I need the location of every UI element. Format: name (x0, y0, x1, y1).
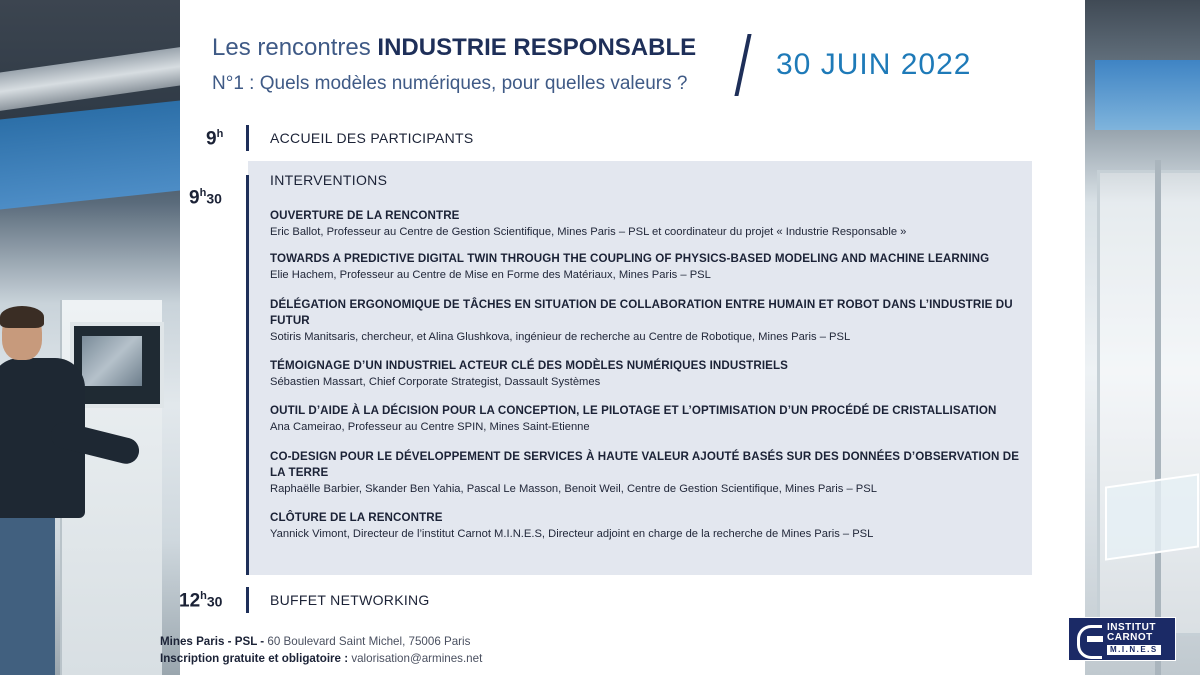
talk-item (270, 403, 1025, 435)
talk-item (270, 510, 1025, 542)
time-divider (246, 125, 249, 151)
talk-speakers: Elie Hachem, Professeur au Centre de Mise en Forme des Matériaux, Mines Paris – PSL (270, 269, 711, 281)
talk-title: TÉMOIGNAGE D’UN INDUSTRIEL ACTEUR CLÉ DES MODÈLES NUMÉRIQUES INDUSTRIELS (270, 359, 788, 372)
time-interventions: 9$^h$30 (189, 187, 222, 209)
section-buffet: BUFFET NETWORKING (270, 592, 430, 608)
title-bold: INDUSTRIE RESPONSABLE (377, 34, 697, 61)
event-date: 30 JUIN 2022 (776, 48, 972, 81)
talk-speakers: Ana Cameirao, Professeur au Centre SPIN, Mines Saint-Etienne (270, 421, 590, 433)
person-figure (0, 310, 110, 675)
background-photo-right (1085, 0, 1200, 675)
footer (160, 633, 482, 667)
talk-title: DÉLÉGATION ERGONOMIQUE DE TÂCHES EN SITUATION DE COLLABORATION ENTRE HUMAIN ET ROBOT DANS L’INDUSTRIE DU FUTUR (270, 298, 1013, 327)
time-buffet: 12$^h$30 (179, 590, 223, 612)
talk-item (270, 297, 1025, 345)
title-prefix: Les rencontres (212, 34, 378, 61)
venue-line: Mines Paris - PSL - 60 Boulevard Saint Michel, 75006 Paris (160, 635, 471, 648)
talk-item (270, 358, 1025, 390)
registration-line: Inscription gratuite et obligatoire : valorisation@armines.net (160, 652, 483, 665)
talk-item (270, 251, 1025, 283)
talk-speakers: Sotiris Manitsaris, chercheur, et Alina Glushkova, ingénieur de recherche au Centre de Robotique, Mines Paris – PSL (270, 331, 851, 343)
talk-title: TOWARDS A PREDICTIVE DIGITAL TWIN THROUGH THE COUPLING OF PHYSICS-BASED MODELING AND MACHINE LEARNING (270, 252, 990, 265)
time-welcome: 9$^h$ (206, 128, 224, 150)
section-welcome: ACCUEIL DES PARTICIPANTS (270, 130, 474, 146)
section-interventions: INTERVENTIONS (270, 172, 388, 188)
carnot-logo-icon (1073, 622, 1107, 656)
talk-title: OUVERTURE DE LA RENCONTRE (270, 209, 460, 222)
event-title (212, 34, 696, 62)
talks-list (270, 208, 1025, 552)
institut-carnot-logo: INSTITUT CARNOT M.I.N.E.S (1068, 617, 1176, 661)
talk-item (270, 208, 1025, 240)
registration-email[interactable]: valorisation@armines.net (348, 652, 483, 665)
time-divider (246, 175, 249, 575)
talk-item (270, 449, 1025, 497)
time-divider (246, 587, 249, 613)
talk-title: OUTIL D’AIDE À LA DÉCISION POUR LA CONCEPTION, LE PILOTAGE ET L’OPTIMISATION D’UN PROCÉDÉ DE CRISTALLISATION (270, 404, 997, 417)
background-photo-left (0, 0, 180, 675)
talk-speakers: Yannick Vimont, Directeur de l’institut Carnot M.I.N.E.S, Directeur adjoint en charge de la recherche de Mines Paris – PSL (270, 528, 874, 540)
talk-speakers: Raphaëlle Barbier, Skander Ben Yahia, Pascal Le Masson, Benoit Weil, Centre de Gestion Scientifique, Mines Paris – PSL (270, 483, 877, 495)
talk-speakers: Sébastien Massart, Chief Corporate Strategist, Dassault Systèmes (270, 376, 601, 388)
talk-speakers: Eric Ballot, Professeur au Centre de Gestion Scientifique, Mines Paris – PSL et coordinateur du projet « Industrie Responsable » (270, 226, 907, 238)
talk-title: CLÔTURE DE LA RENCONTRE (270, 511, 443, 524)
talk-title: CO-DESIGN POUR LE DÉVELOPPEMENT DE SERVICES À HAUTE VALEUR AJOUTÉ BASÉS SUR DES DONNÉES D’OBSERVATION DE LA TERRE (270, 450, 1020, 479)
event-subtitle: N°1 : Quels modèles numériques, pour quelles valeurs ? (212, 73, 688, 94)
